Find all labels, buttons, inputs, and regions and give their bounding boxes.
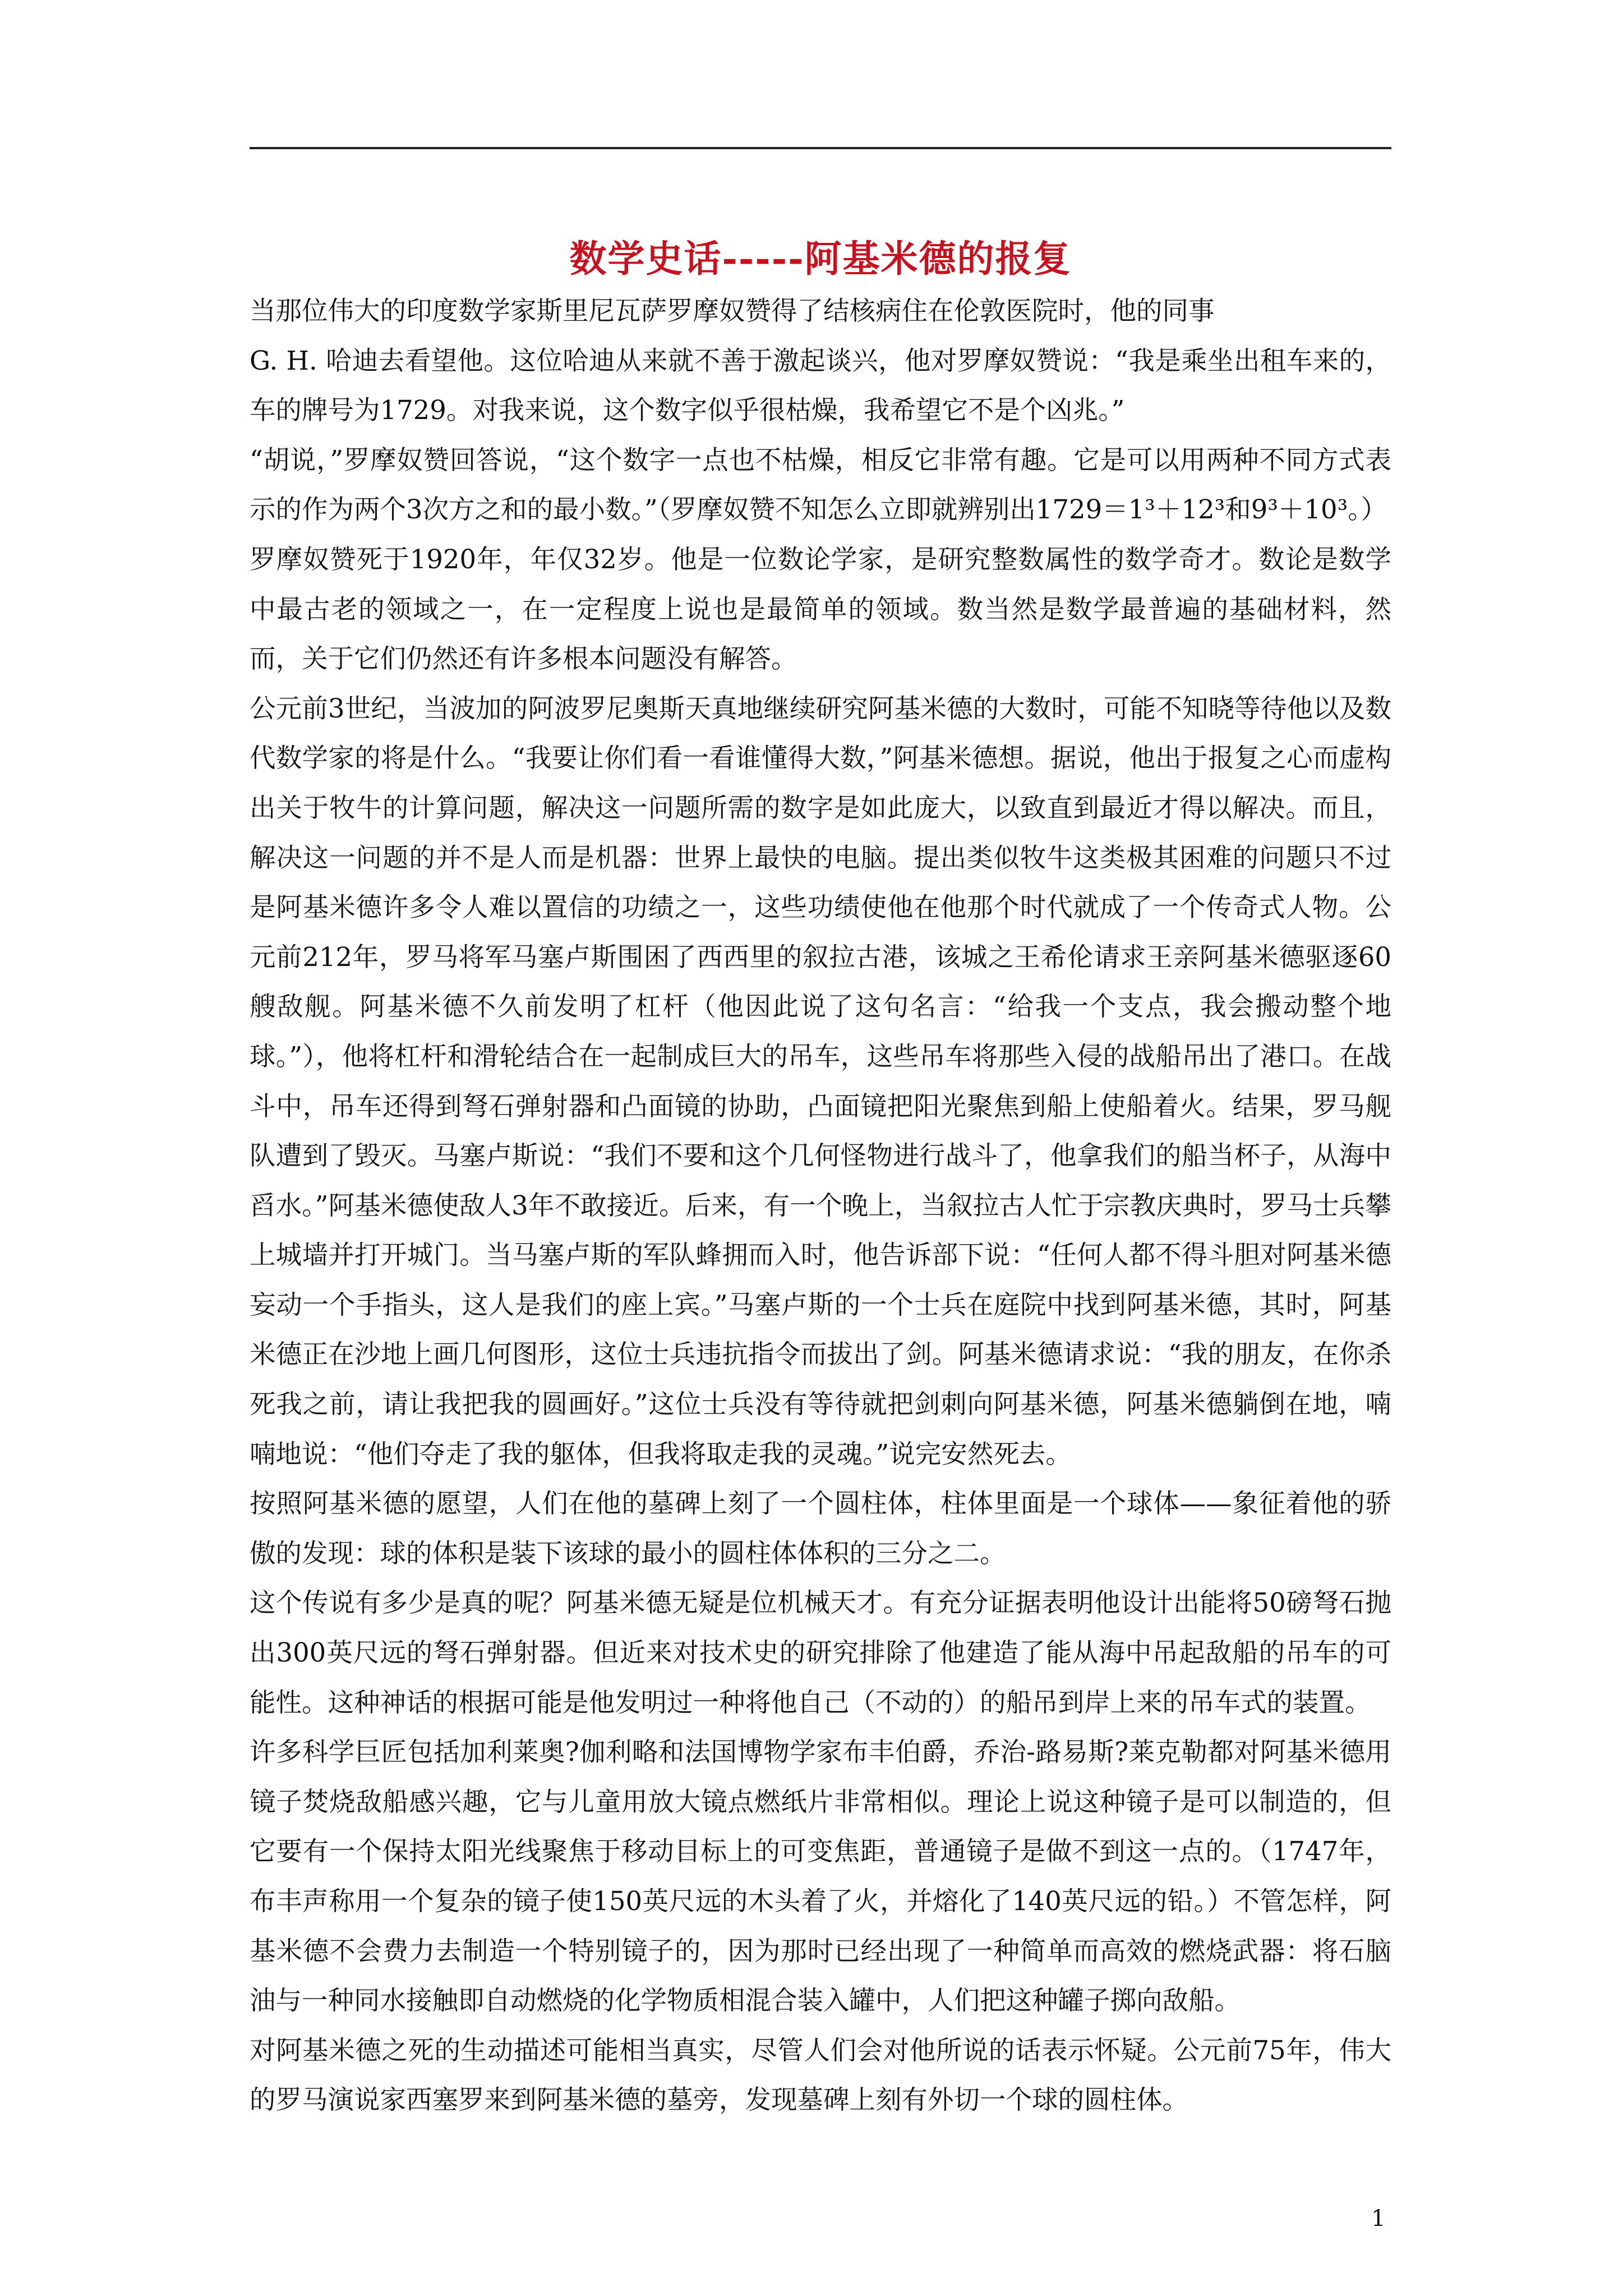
paragraph: 对阿基米德之死的生动描述可能相当真实，尽管人们会对他所说的话表示怀疑。公元前75年，伟大的罗马演说家西塞罗来到阿基米德的墓旁，发现墓碑上刻有外切一个球的圆柱体。 xyxy=(250,2035,1391,2115)
paragraph: 当那位伟大的印度数学家斯里尼瓦萨罗摩奴赞得了结核病住在伦敦医院时，他的同事 xyxy=(250,296,1215,326)
document-title: 数学史话-----阿基米德的报复 xyxy=(569,237,1072,281)
paragraph: 罗摩奴赞死于1920年，年仅32岁。他是一位数论学家，是研究整数属性的数学奇才。数论是数学中最古老的领域之一，在一定程度上说也是最简单的领域。数当然是数学最普遍的基础材料，然而，关于它们仍然还有许多根本问题没有解答。 xyxy=(250,544,1391,674)
header-rule xyxy=(250,147,1391,149)
paragraph: 这个传说有多少是真的呢？阿基米德无疑是位机械天才。有充分证据表明他设计出能将50磅弩石抛出300英尺远的弩石弹射器。但近来对技术史的研究排除了他建造了能从海中吊起敌船的吊车的可能性。这种神话的根据可能是他发明过一种将他自己（不动的）的船吊到岸上来的吊车式的装置。 xyxy=(250,1588,1391,1718)
paragraph: 许多科学巨匠包括加利莱奥?伽利略和法国博物学家布丰伯爵，乔治-路易斯?莱克勒都对阿基米德用镜子焚烧敌船感兴趣，它与儿童用放大镜点燃纸片非常相似。理论上说这种镜子是可以制造的，但它要有一个保持太阳光线聚焦于移动目标上的可变焦距，普通镜子是做不到这一点的。（1747年，布丰声称用一个复杂的镜子使150英尺远的木头着了火，并熔化了140英尺远的铅。）不管怎样，阿基米德不会费力去制造一个特别镜子的，因为那时已经出现了一种简单而高效的燃烧武器：将石脑油与一种同水接触即自动燃烧的化学物质相混合装入罐中，人们把这种罐子掷向敌船。 xyxy=(250,1737,1391,2016)
paragraph: 按照阿基米德的愿望，人们在他的墓碑上刻了一个圆柱体，柱体里面是一个球体——象征着他的骄傲的发现：球的体积是装下该球的最小的圆柱体体积的三分之二。 xyxy=(250,1488,1391,1568)
page-number: 1 xyxy=(1371,2206,1386,2231)
body-text xyxy=(250,286,1391,2125)
paragraph: “胡说，”罗摩奴赞回答说，“这个数字一点也不枯燥，相反它非常有趣。它是可以用两种不同方式表示的作为两个3次方之和的最小数。”（罗摩奴赞不知怎么立即就辨别出1729＝1³＋12³和9³＋10³。） xyxy=(250,444,1391,525)
paragraph: 公元前3世纪，当波加的阿波罗尼奥斯天真地继续研究阿基米德的大数时，可能不知晓等待他以及数代数学家的将是什么。“我要让你们看一看谁懂得大数，”阿基米德想。据说，他出于报复之心而虚构出关于牧牛的计算问题，解决这一问题所需的数字是如此庞大，以致直到最近才得以解决。而且，解决这一问题的并不是人而是机器：世界上最快的电脑。提出类似牧牛这类极其困难的问题只不过是阿基米德许多令人难以置信的功绩之一，这些功绩使他在他那个时代就成了一个传奇式人物。公元前212年，罗马将军马塞卢斯围困了西西里的叙拉古港，该城之王希伦请求王亲阿基米德驱逐60艘敌舰。阿基米德不久前发明了杠杆（他因此说了这句名言：“给我一个支点，我会搬动整个地球。”），他将杠杆和滑轮结合在一起制成巨大的吊车，这些吊车将那些入侵的战船吊出了港口。在战斗中，吊车还得到弩石弹射器和凸面镜的协助，凸面镜把阳光聚焦到船上使船着火。结果，罗马舰队遭到了毁灭。马塞卢斯说：“我们不要和这个几何怪物进行战斗了，他拿我们的船当杯子，从海中舀水。”阿基米德使敌人3年不敢接近。后来，有一个晚上，当叙拉古人忙于宗教庆典时，罗马士兵攀上城墙并打开城门。当马塞卢斯的军队蜂拥而入时，他告诉部下说：“任何人都不得斗胆对阿基米德妄动一个手指头，这人是我们的座上宾。”马塞卢斯的一个士兵在庭院中找到阿基米德，其时，阿基米德正在沙地上画几何图形，这位士兵违抗指令而拔出了剑。阿基米德请求说：“我的朋友，在你杀死我之前，请让我把我的圆画好。”这位士兵没有等待就把剑刺向阿基米德，阿基米德躺倒在地，喃喃地说：“他们夺走了我的躯体，但我将取走我的灵魂。”说完安然死去。 xyxy=(250,693,1391,1469)
paragraph: G. H. 哈迪去看望他。这位哈迪从来就不善于激起谈兴，他对罗摩奴赞说：“我是乘坐出租车来的，车的牌号为1729。对我来说，这个数字似乎很枯燥，我希望它不是个凶兆。” xyxy=(250,345,1391,426)
